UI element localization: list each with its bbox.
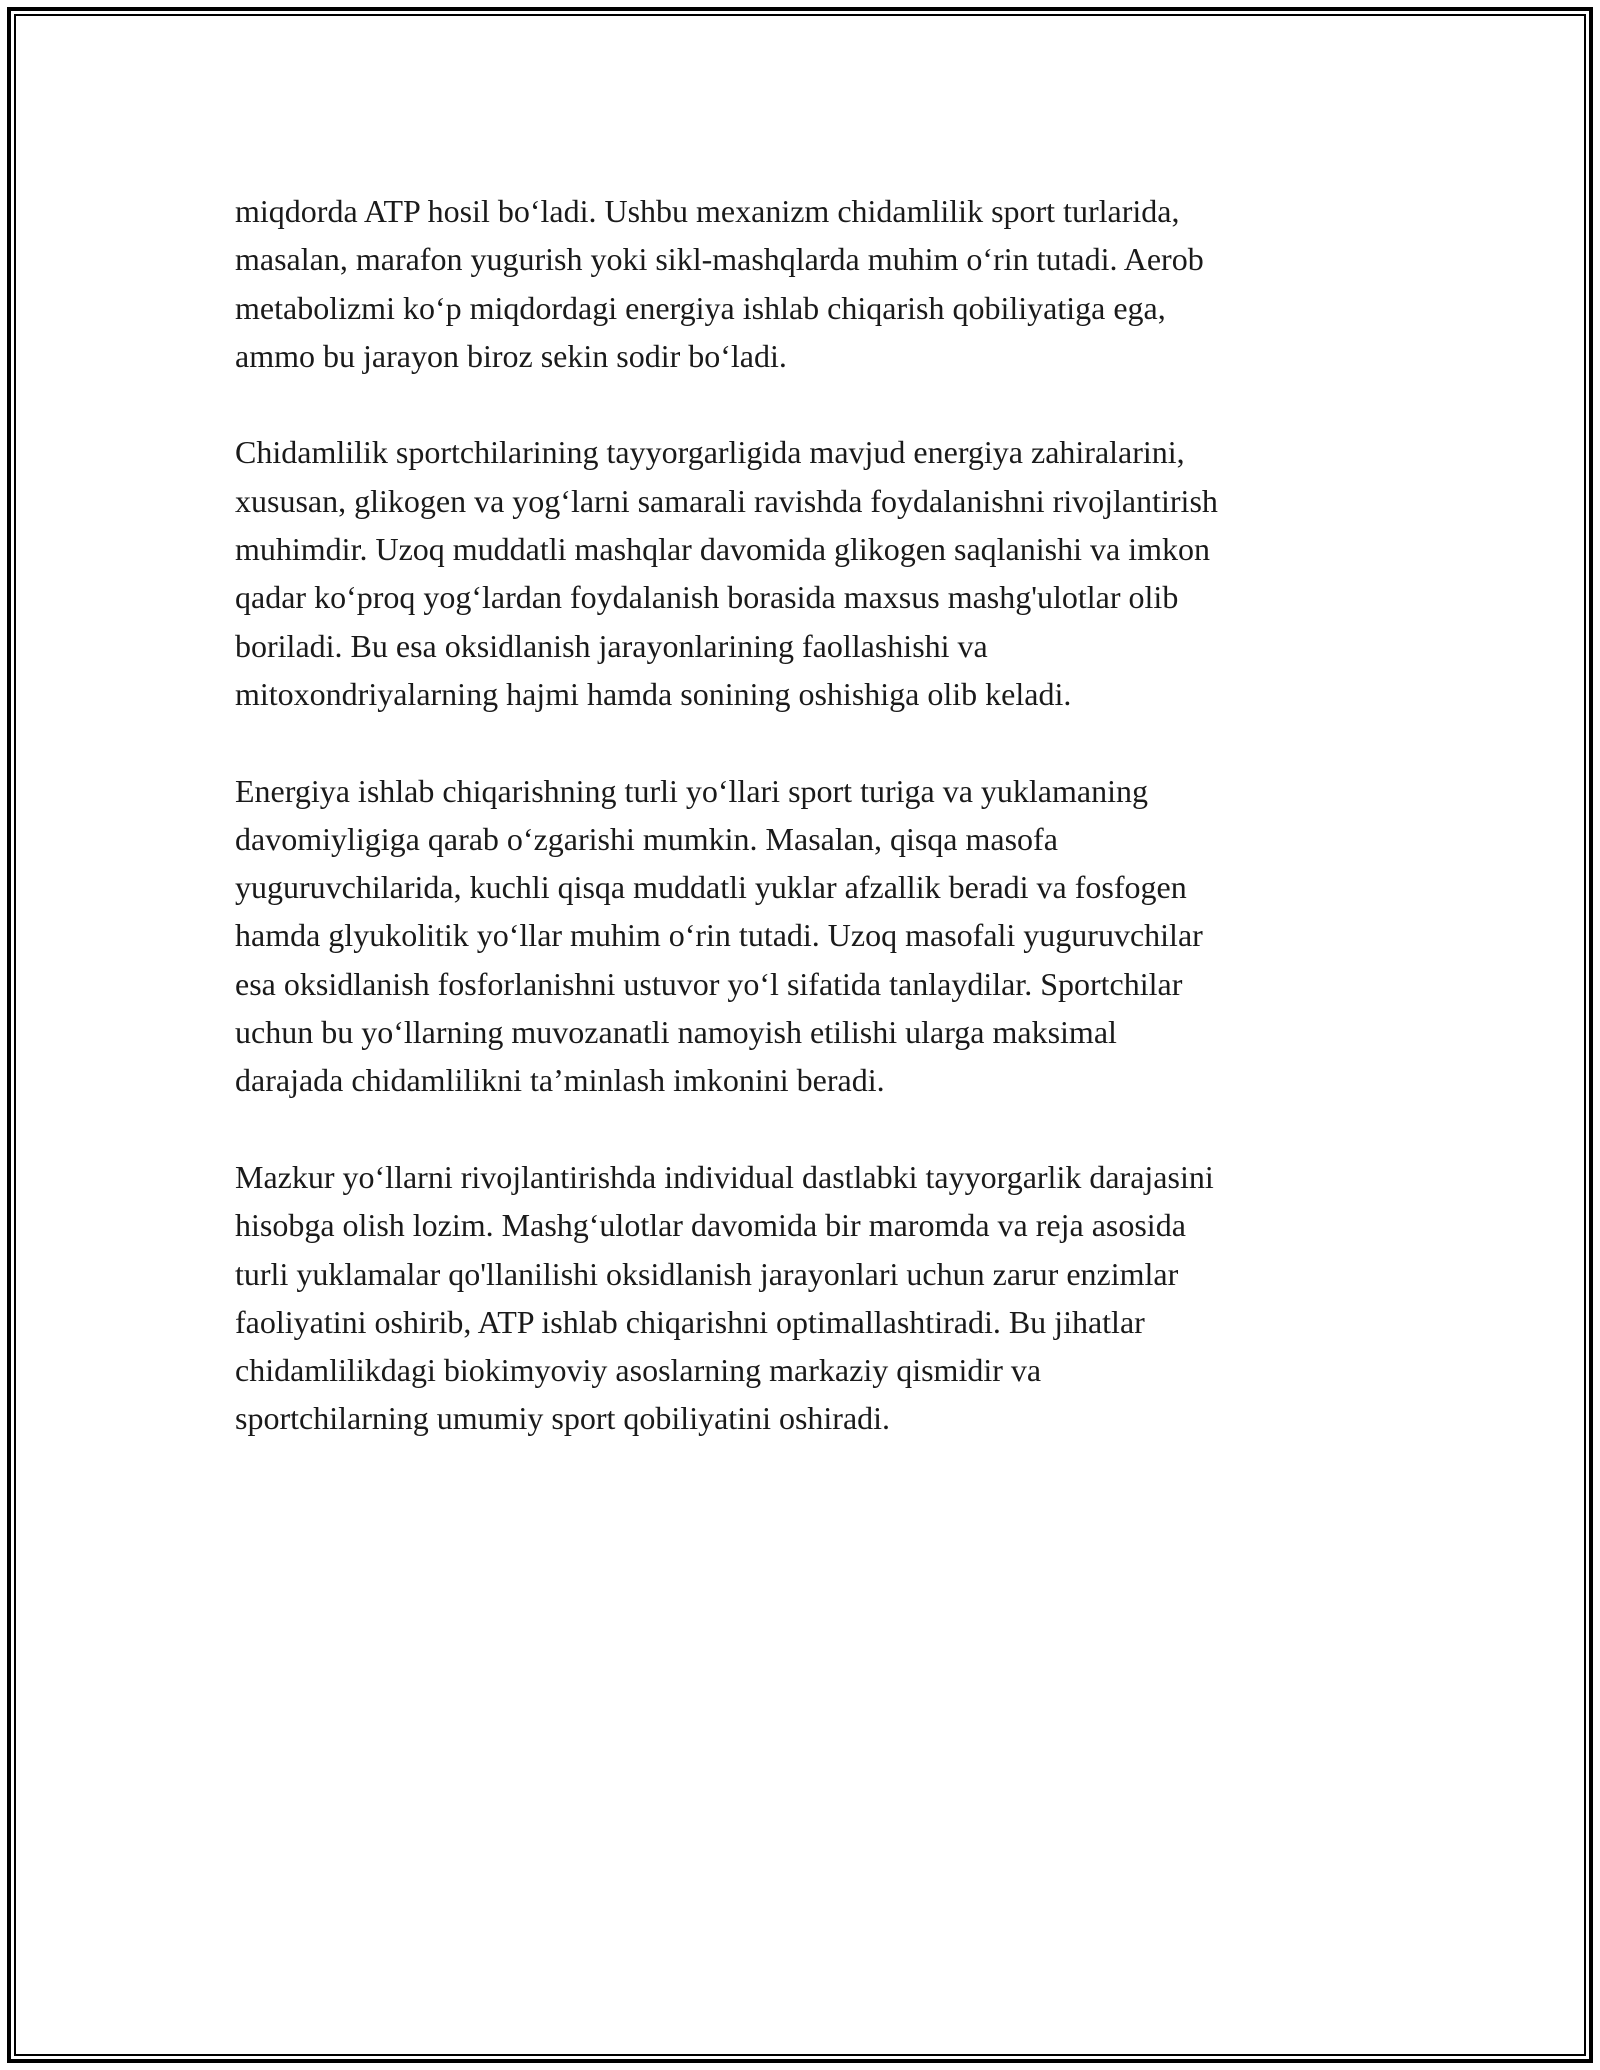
text-line: esa oksidlanish fosforlanishni ustuvor yo‘l sifatida tanlaydilar. Sportchilar xyxy=(235,965,1183,1002)
paragraph-4 xyxy=(235,1153,1385,1443)
text-line: faoliyatini oshirib, ATP ishlab chiqarishni optimallashtiradi. Bu jihatlar xyxy=(235,1303,1145,1340)
text-line: metabolizmi ko‘p miqdordagi energiya ishlab chiqarish qobiliyatiga ega, xyxy=(235,289,1166,326)
text-line: davomiyligiga qarab o‘zgarishi mumkin. Masalan, qisqa masofa xyxy=(235,820,1058,857)
text-line: masalan, marafon yugurish yoki sikl-mashqlarda muhim o‘rin tutadi. Aerob xyxy=(235,241,1204,278)
text-line: uchun bu yo‘llarning muvozanatli namoyish etilishi ularga maksimal xyxy=(235,1014,1117,1051)
text-line: sportchilarning umumiy sport qobiliyatini oshiradi. xyxy=(235,1400,891,1437)
text-line: xususan, glikogen va yog‘larni samarali ravishda foydalanishni rivojlantirish xyxy=(235,482,1218,519)
text-line: boriladi. Bu esa oksidlanish jarayonlarining faollashishi va xyxy=(235,627,988,664)
text-line: hisobga olish lozim. Mashg‘ulotlar davomida bir maromda va reja asosida xyxy=(235,1207,1186,1244)
text-line: mitoxondriyalarning hajmi hamda sonining oshishiga olib keladi. xyxy=(235,675,1072,712)
text-line: yuguruvchilarida, kuchli qisqa muddatli yuklar afzallik beradi va fosfogen xyxy=(235,869,1187,906)
page-content xyxy=(235,187,1385,1491)
text-line: chidamlilikdagi biokimyoviy asoslarning markaziy qismidir va xyxy=(235,1352,1042,1389)
text-line: hamda glyukolitik yo‘llar muhim o‘rin tutadi. Uzoq masofali yuguruvchilar xyxy=(235,917,1203,954)
paragraph-2 xyxy=(235,428,1385,718)
text-line: ammo bu jarayon biroz sekin sodir bo‘ladi. xyxy=(235,337,787,374)
text-line: miqdorda ATP hosil bo‘ladi. Ushbu mexanizm chidamlilik sport turlarida, xyxy=(235,193,1180,229)
paragraph-1 xyxy=(235,187,1385,380)
text-line: qadar ko‘proq yog‘lardan foydalanish borasida maxsus mashg'ulotlar olib xyxy=(235,579,1179,616)
text-line: Mazkur yo‘llarni rivojlantirishda individual dastlabki tayyorgarlik darajasini xyxy=(235,1158,1214,1195)
text-line: darajada chidamlilikni ta’minlash imkonini beradi. xyxy=(235,1062,885,1099)
text-line: Chidamlilik sportchilarining tayyorgarligida mavjud energiya zahiralarini, xyxy=(235,434,1185,471)
text-line: Energiya ishlab chiqarishning turli yo‘llari sport turiga va yuklamaning xyxy=(235,772,1148,809)
paragraph-3 xyxy=(235,767,1385,1105)
text-line: muhimdir. Uzoq muddatli mashqlar davomida glikogen saqlanishi va imkon xyxy=(235,531,1210,568)
text-line: turli yuklamalar qo'llanilishi oksidlanish jarayonlari uchun zarur enzimlar xyxy=(235,1255,1179,1292)
